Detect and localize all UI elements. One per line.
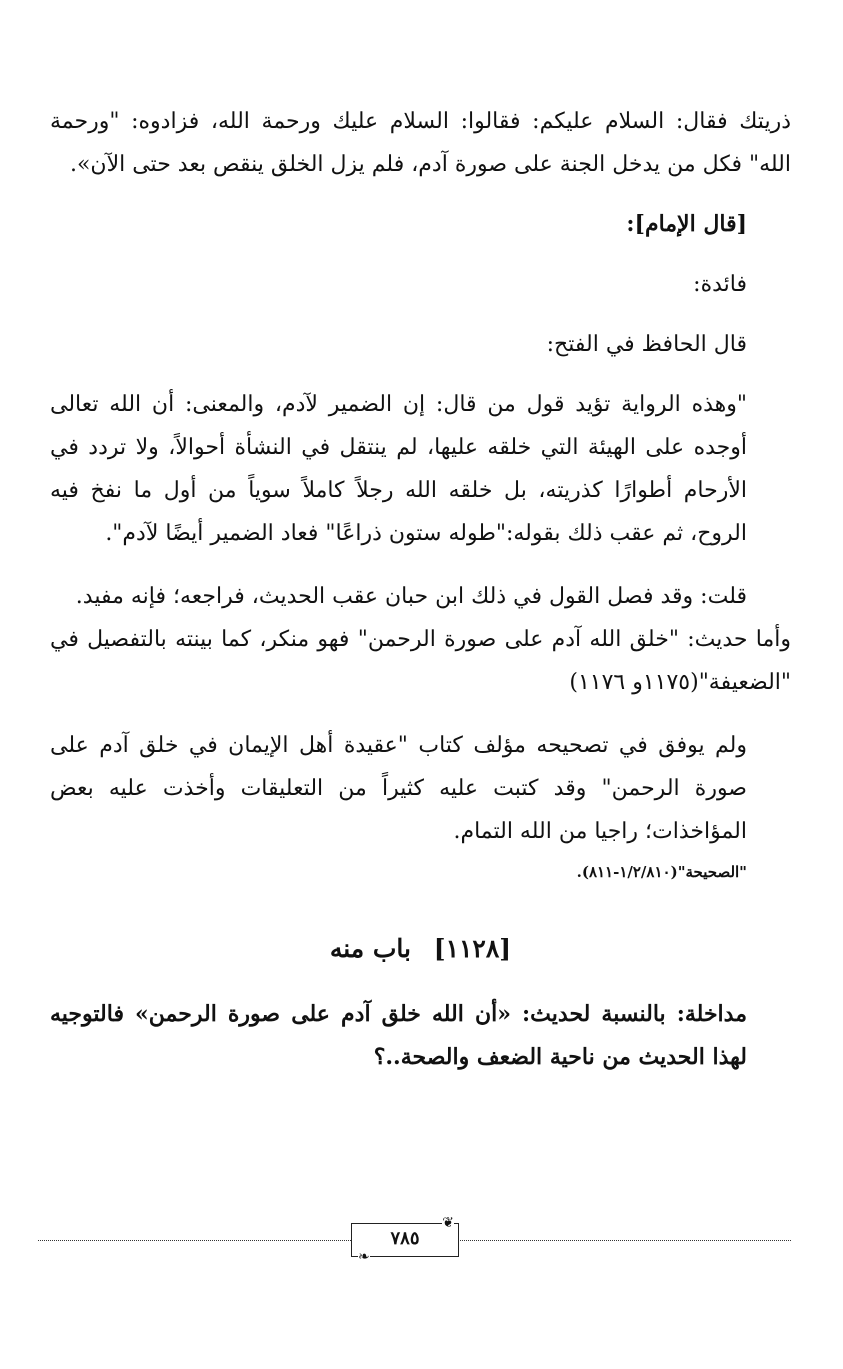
paragraph-fath-quote: "وهذه الرواية تؤيد قول من قال: إن الضمير لآدم، والمعنى: أن الله تعالى أوجده على الهيئة التي خلقه عليها، لم ينتقل في النشأة أحوالاً، ولا تردد في الأرحام أطوارًا كذريته، بل خلقه الله رجلاً كاملاً سوياً من أول ما نفخ فيه الروح، ثم عقب ذلك بقوله:"طوله ستون ذراعًا" فعاد الضمير أيضًا لآدم".	[50, 392, 747, 546]
ornament-icon: ❦	[442, 1215, 454, 1231]
page-number-frame	[351, 1215, 459, 1265]
source-citation: "الصحيحة"(١/٢/٨١٠-٨١١).	[576, 863, 747, 881]
imam-heading: [قال الإمام]:	[626, 211, 747, 237]
paragraph-ibn-hibban: قلت: وقد فصل القول في ذلك ابن حبان عقب الحديث، فراجعه؛ فإنه مفيد.	[75, 584, 747, 609]
hafiz-intro: قال الحافظ في الفتح:	[546, 332, 747, 357]
paragraph-intervention: مداخلة: بالنسبة لحديث: «أن الله خلق آدم على صورة الرحمن» فالتوجيه لهذا الحديث من ناحية الضعف والصحة..؟	[50, 1001, 747, 1070]
paragraph-hadith-ending: ذريتك فقال: السلام عليكم: فقالوا: السلام عليك ورحمة الله، فزادوه: "ورحمة الله" فكل من يدخل الجنة على صورة آدم، فلم يزل الخلق ينقص بعد حتى الآن».	[50, 109, 791, 177]
page-footer	[38, 1215, 791, 1265]
benefit-label: فائدة:	[693, 272, 747, 297]
ornament-icon: ❧	[358, 1249, 370, 1265]
chapter-title: باب منه	[329, 934, 412, 963]
paragraph-munkar-hadith: وأما حديث: "خلق الله آدم على صورة الرحمن" فهو منكر، كما بينته بالتفصيل في "الضعيفة"(١١٧٥و ١١٧٦)	[50, 627, 791, 695]
paragraph-book-critique: ولم يوفق في تصحيحه مؤلف كتاب "عقيدة أهل الإيمان في خلق آدم على صورة الرحمن" وقد كتبت عليه كثيراً من التعليقات وأخذت عليه بعض المؤاخذات؛ راجيا من الله التمام.	[50, 733, 747, 844]
page-number: ٧٨٥	[390, 1228, 420, 1249]
chapter-number: [١١٢٨]	[433, 934, 512, 963]
chapter-heading	[50, 927, 791, 971]
page-content	[50, 100, 791, 1079]
